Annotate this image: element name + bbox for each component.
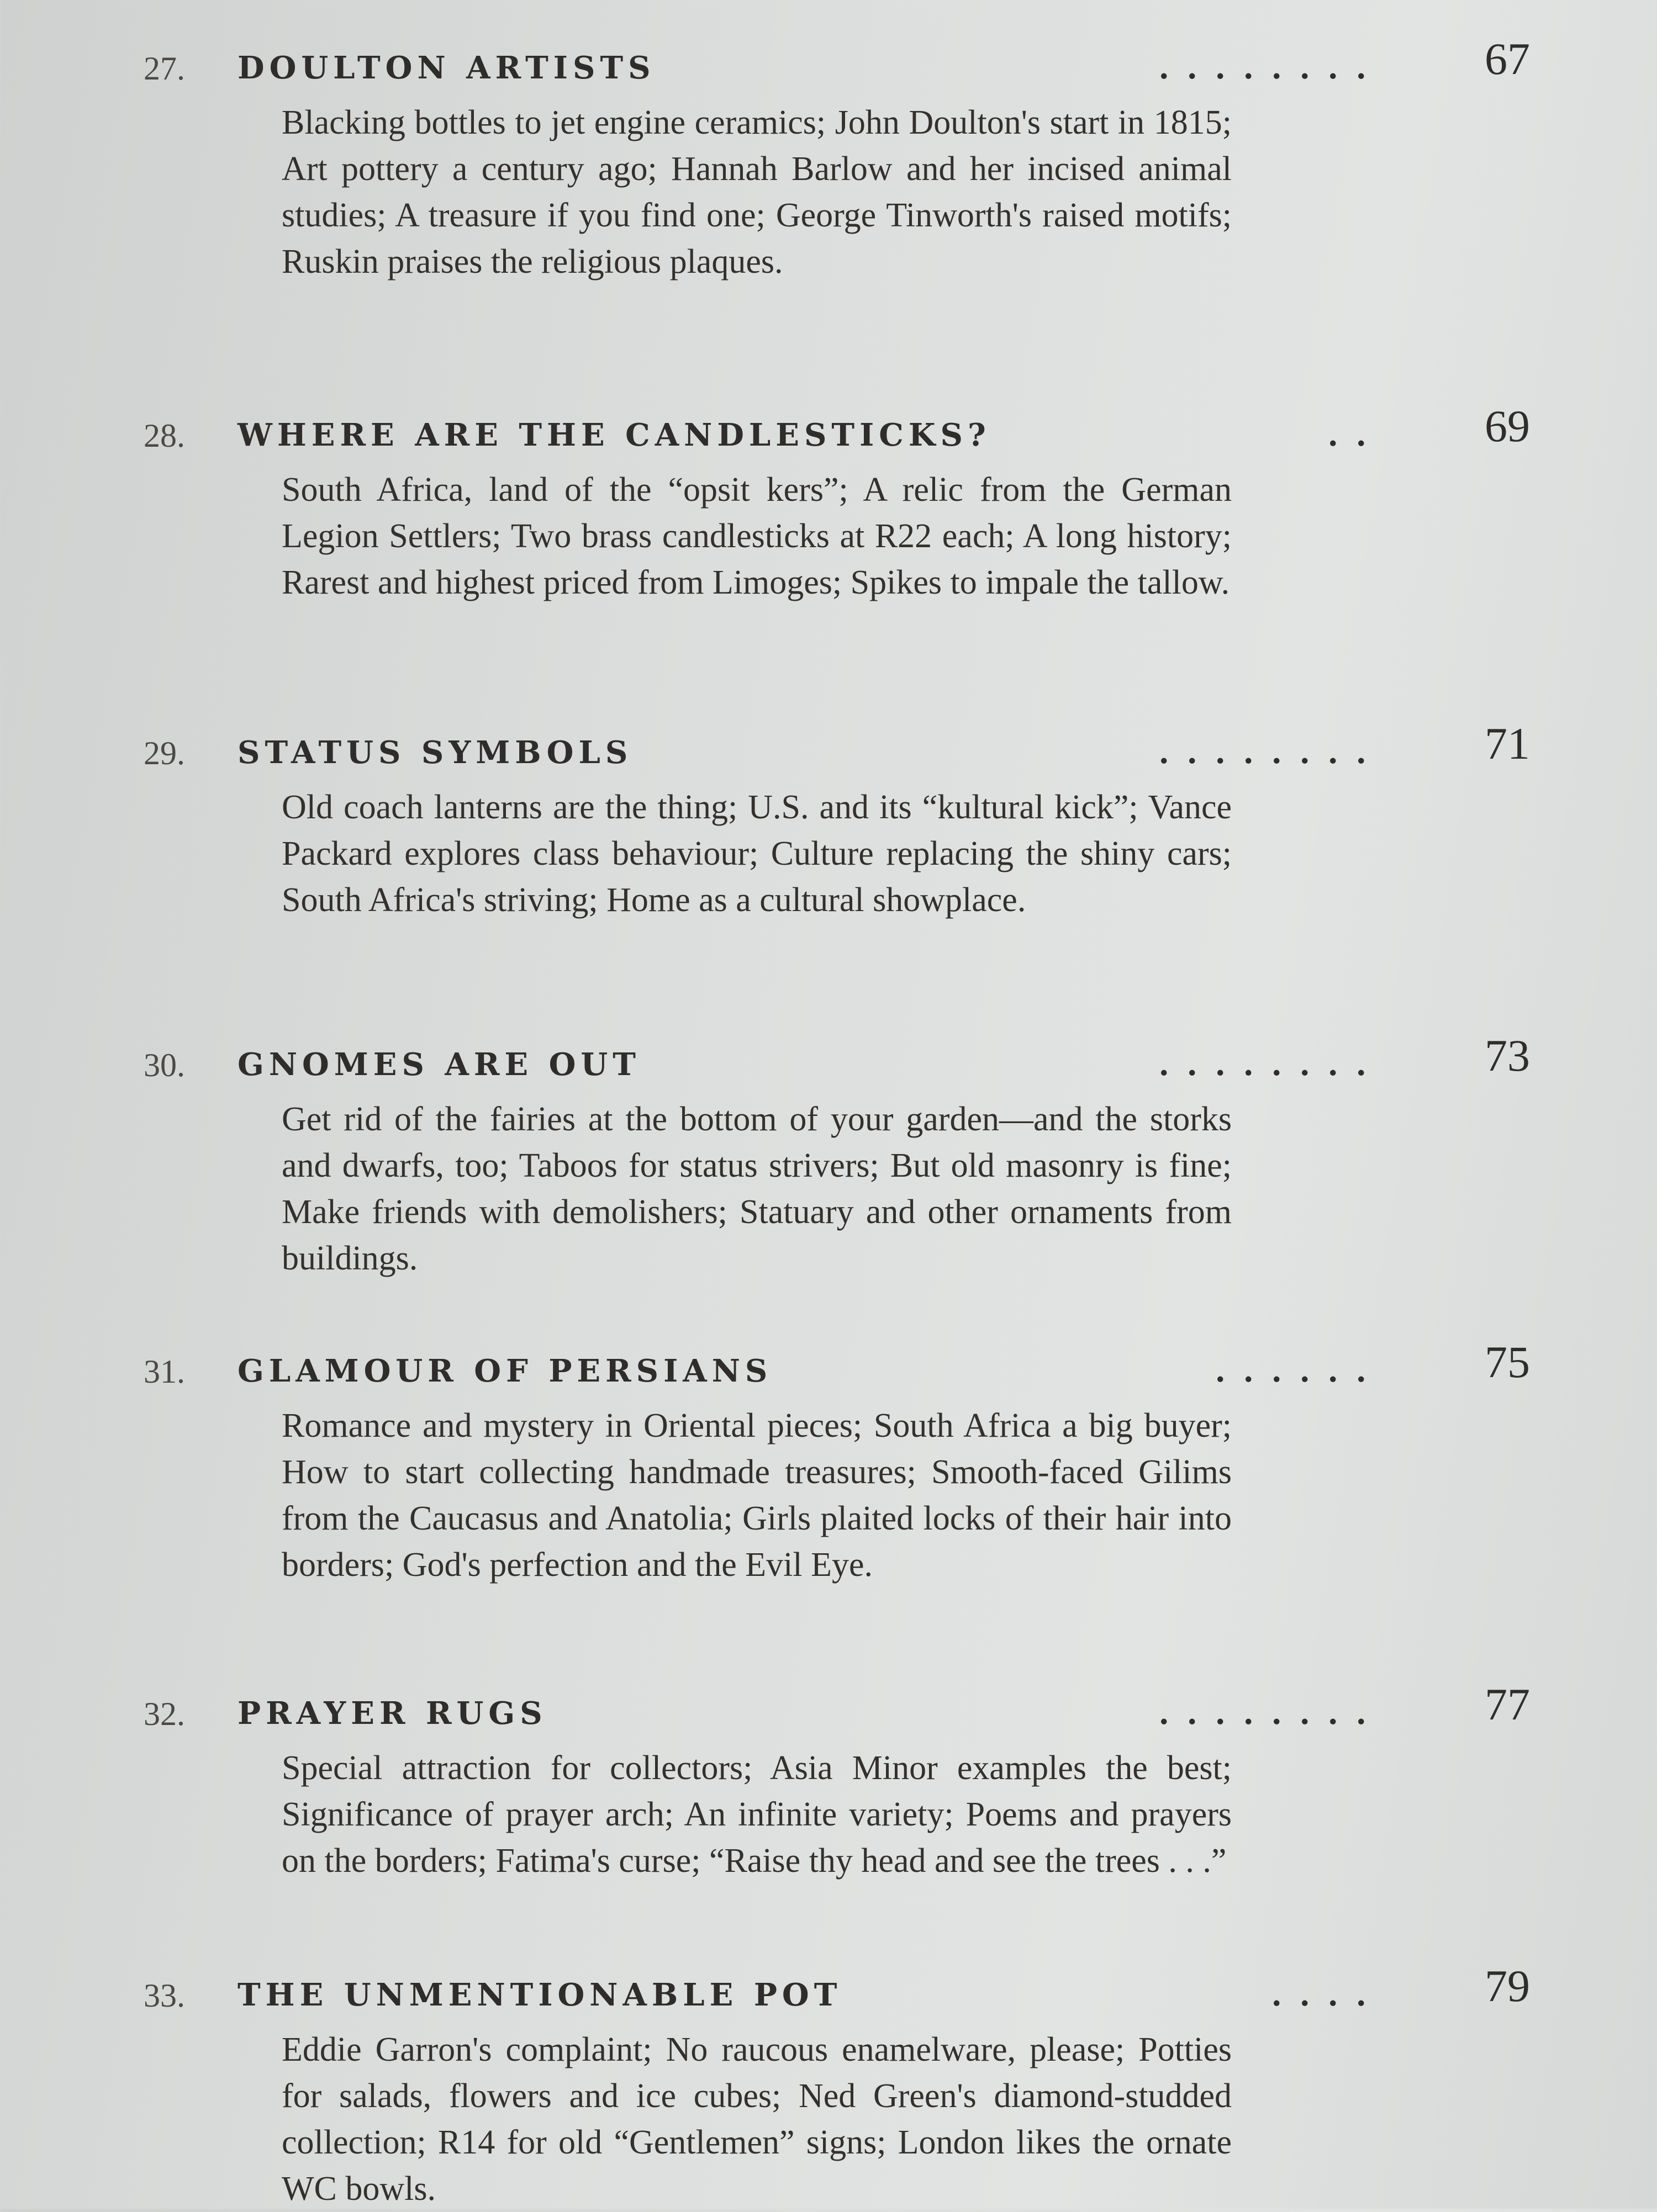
entry-title: GNOMES ARE OUT	[238, 1046, 641, 1083]
leader-dots: . .	[1327, 417, 1370, 453]
entry-32	[144, 1679, 1530, 1884]
entry-heading	[144, 1960, 1530, 2021]
leader-dots: . . . . . . . .	[1158, 1046, 1370, 1083]
entry-title: GLAMOUR OF PERSIANS	[238, 1353, 773, 1389]
entry-description: Old coach lanterns are the thing; U.S. and its “kultural kick”; Vance Packard explores class behaviour; Culture replacing the shiny cars; South Africa's striving; Home as a cultural showplace.	[282, 789, 1232, 919]
entry-number: 28.	[144, 417, 185, 454]
leader-dots: . . . . . . . .	[1158, 734, 1370, 771]
entry-29	[144, 718, 1530, 923]
entry-heading	[144, 1679, 1530, 1739]
entry-description: Eddie Garron's complaint; No raucous enamelware, please; Potties for salads, flowers and ice cubes; Ned Green's diamond-studded collection; R14 for old “Gentlemen” signs; London likes the ornate WC bowls.	[282, 2031, 1232, 2208]
entry-page-number: 71	[1485, 718, 1530, 769]
entry-28	[144, 400, 1530, 606]
entry-27	[144, 33, 1530, 285]
leader-dots: . . . . . . . .	[1158, 50, 1370, 86]
entry-33	[144, 1960, 1530, 2212]
entry-page-number: 73	[1485, 1030, 1530, 1081]
entry-number: 27.	[144, 50, 185, 87]
entry-number: 31.	[144, 1353, 185, 1390]
entry-title: WHERE ARE THE CANDLESTICKS?	[238, 417, 991, 453]
entry-heading	[144, 718, 1530, 779]
entry-number: 29.	[144, 735, 185, 771]
entry-description: South Africa, land of the “opsit kers”; A relic from the German Legion Settlers; Two brass candlesticks at R22 each; A long history; Rarest and highest priced from Limoges; Spikes to impale the tallow.	[282, 471, 1232, 601]
entry-title: THE UNMENTIONABLE POT	[238, 1977, 842, 2013]
entry-heading	[144, 1336, 1530, 1397]
entry-heading	[144, 33, 1530, 94]
entry-heading	[144, 400, 1530, 461]
entry-title: PRAYER RUGS	[238, 1695, 547, 1732]
entry-page-number: 77	[1485, 1679, 1530, 1729]
entry-description: Romance and mystery in Oriental pieces; South Africa a big buyer; How to start collecting handmade treasures; Smooth-faced Gilims from the Caucasus and Anatolia; Girls plaited locks of their hair into borders; God's perfection and the Evil Eye.	[282, 1407, 1232, 1584]
entry-description: Blacking bottles to jet engine ceramics; John Doulton's start in 1815; Art pottery a century ago; Hannah Barlow and her incised animal studies; A treasure if you find one; George Tinworth's raised motifs; Ruskin praises the religious plaques.	[282, 104, 1232, 281]
entry-page-number: 67	[1485, 34, 1530, 84]
entry-number: 30.	[144, 1047, 185, 1083]
entry-number: 33.	[144, 1977, 185, 2014]
leader-dots: . . . . . .	[1215, 1353, 1370, 1389]
leader-dots: . . . .	[1271, 1977, 1370, 2013]
entry-description: Get rid of the fairies at the bottom of your garden—and the storks and dwarfs, too; Taboos for status strivers; But old masonry is fine; Make friends with demolishers; Statuary and other ornaments from buildings.	[282, 1100, 1232, 1277]
entry-number: 32.	[144, 1696, 185, 1732]
entry-page-number: 69	[1485, 401, 1530, 451]
entry-page-number: 75	[1485, 1337, 1530, 1387]
entry-description: Special attraction for collectors; Asia Minor examples the best; Significance of prayer arch; An infinite variety; Poems and prayers on the borders; Fatima's curse; “Raise thy head and see the trees . . .”	[282, 1749, 1232, 1880]
entry-page-number: 79	[1485, 1961, 1530, 2011]
leader-dots: . . . . . . . .	[1158, 1695, 1370, 1732]
entry-31	[144, 1336, 1530, 1588]
entry-30	[144, 1030, 1530, 1282]
entry-title: DOULTON ARTISTS	[238, 50, 656, 86]
entry-heading	[144, 1030, 1530, 1091]
entry-title: STATUS SYMBOLS	[238, 734, 633, 771]
